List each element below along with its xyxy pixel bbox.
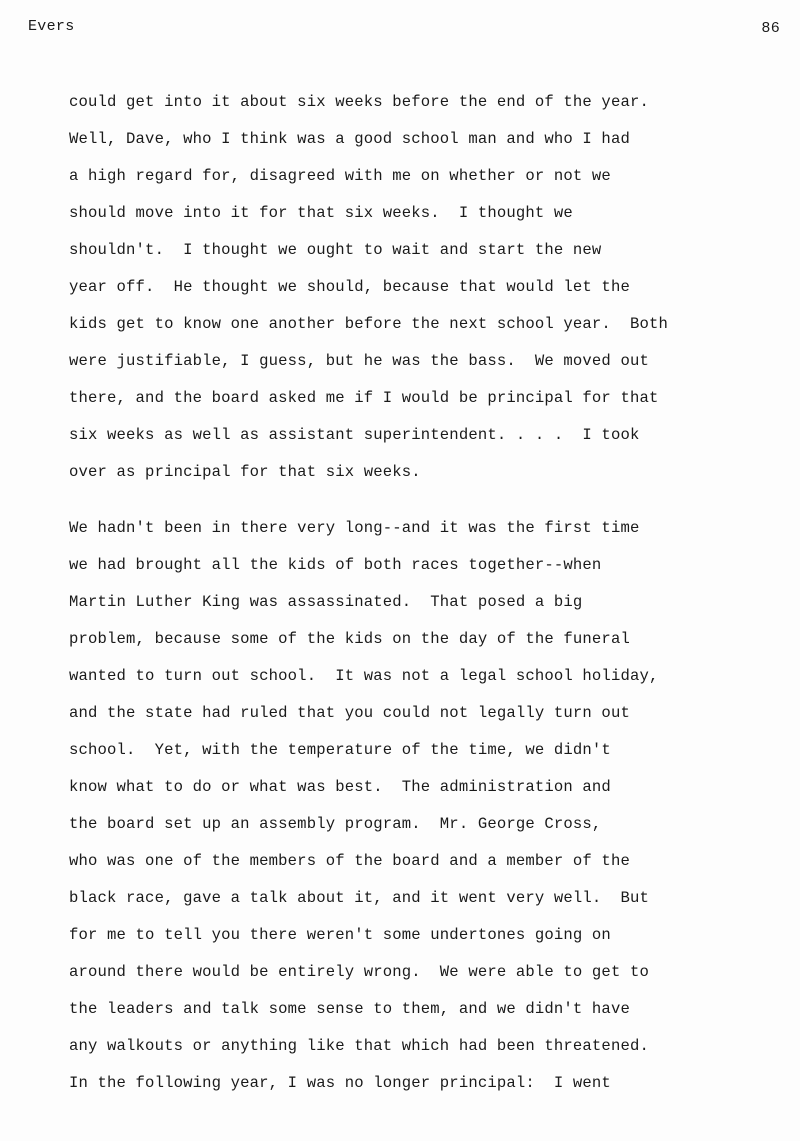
- text-line: problem, because some of the kids on the day of the funeral: [69, 630, 630, 648]
- text-line: wanted to turn out school. It was not a legal school holiday,: [69, 667, 659, 685]
- text-line: kids get to know one another before the next school year. Both: [69, 315, 668, 333]
- page-number: 86: [761, 20, 780, 37]
- text-line: In the following year, I was no longer principal: I went: [69, 1074, 611, 1092]
- text-line: and the state had ruled that you could not legally turn out: [69, 704, 630, 722]
- text-line: six weeks as well as assistant superintendent. . . . I took: [69, 426, 640, 444]
- text-line: the board set up an assembly program. Mr. George Cross,: [69, 815, 602, 833]
- text-line: Martin Luther King was assassinated. That posed a big: [69, 593, 583, 611]
- text-line: school. Yet, with the temperature of the time, we didn't: [69, 741, 611, 759]
- text-line: year off. He thought we should, because that would let the: [69, 278, 630, 296]
- text-line: We hadn't been in there very long--and it was the first time: [69, 519, 640, 537]
- text-line: over as principal for that six weeks.: [69, 463, 421, 481]
- text-line: black race, gave a talk about it, and it went very well. But: [69, 889, 649, 907]
- text-line: we had brought all the kids of both races together--when: [69, 556, 602, 574]
- text-line: who was one of the members of the board and a member of the: [69, 852, 630, 870]
- text-line: know what to do or what was best. The administration and: [69, 778, 611, 796]
- text-line: there, and the board asked me if I would be principal for that: [69, 389, 659, 407]
- text-line: a high regard for, disagreed with me on whether or not we: [69, 167, 611, 185]
- header-name: Evers: [28, 18, 75, 35]
- text-line: Well, Dave, who I think was a good school man and who I had: [69, 130, 630, 148]
- text-line: were justifiable, I guess, but he was the bass. We moved out: [69, 352, 649, 370]
- text-line: should move into it for that six weeks. I thought we: [69, 204, 573, 222]
- paragraph-2: [69, 510, 784, 1102]
- text-line: around there would be entirely wrong. We were able to get to: [69, 963, 649, 981]
- paragraph-1: [69, 84, 784, 491]
- text-line: the leaders and talk some sense to them, and we didn't have: [69, 1000, 630, 1018]
- text-line: any walkouts or anything like that which had been threatened.: [69, 1037, 649, 1055]
- text-line: for me to tell you there weren't some undertones going on: [69, 926, 611, 944]
- text-line: shouldn't. I thought we ought to wait and start the new: [69, 241, 602, 259]
- running-header: [28, 18, 780, 38]
- text-line: could get into it about six weeks before the end of the year.: [69, 93, 649, 111]
